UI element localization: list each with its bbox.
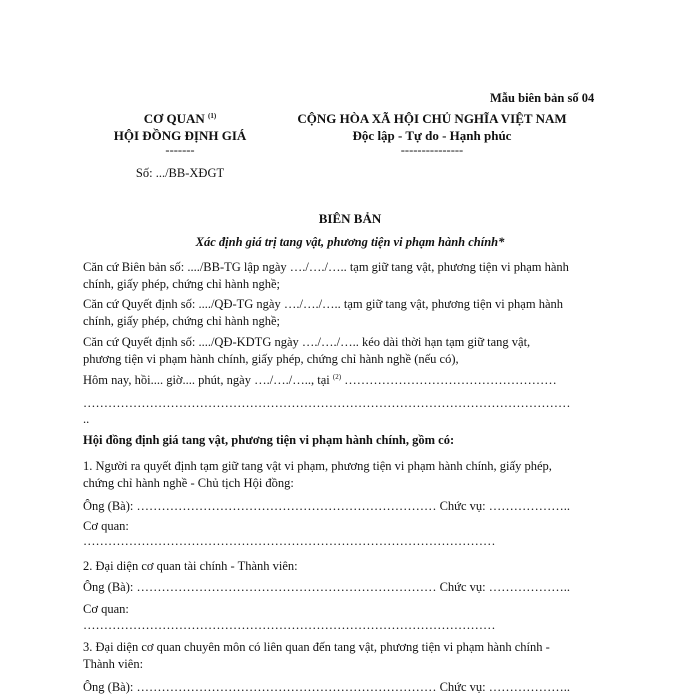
document-title: BIÊN BẢN [318, 211, 382, 226]
document-subtitle: Xác định giá trị tang vật, phương tiện vi phạm hành chính* [195, 235, 505, 249]
form-label: Mẫu biên bản số 04 [490, 91, 595, 105]
member-2-agency-fill: ……………………………………………………………………………………… [83, 618, 496, 632]
basis-paragraph-1: Căn cứ Biên bản số: ..../BB-TG lập ngày …./…./….. tạm giữ tang vật, phương tiện vi phạm hành chính, giấy phép, chứng chỉ hành nghề; [83, 260, 569, 291]
member-2-agency-label: Cơ quan: [83, 602, 129, 616]
today-line-3: .. [83, 412, 90, 426]
council-name: HỘI ĐỒNG ĐỊNH GIÁ [113, 128, 247, 143]
national-motto: Độc lập - Tự do - Hạnh phúc [352, 128, 512, 143]
basis-paragraph-3: Căn cứ Quyết định số: ..../QĐ-KDTG ngày …./…./….. kéo dài thời hạn tạm giữ tang vật, phương tiện vi phạm hành chính, giấy phép, chứng chỉ hành nghề (nếu có), [83, 335, 531, 366]
council-heading: Hội đồng định giá tang vật, phương tiện vi phạm hành chính, gồm có: [83, 433, 455, 447]
basis-paragraph-2: Căn cứ Quyết định số: ..../QĐ-TG ngày …./…./….. tạm giữ tang vật, phương tiện vi phạm hành chính, giấy phép, chứng chỉ hành nghề; [83, 297, 563, 328]
location-footnote-marker: (2) [332, 373, 342, 381]
member-2-name-line: Ông (Bà): ……………………………………………………………… Chức vụ: ……………….. [83, 580, 570, 594]
member-1-name-line: Ông (Bà): ……………………………………………………………… Chức vụ: ……………….. [83, 499, 570, 513]
agency-name: CƠ QUAN $^{(1)}$ [143, 111, 217, 126]
today-line-2: ……………………………………………………………………………………………………… [83, 396, 571, 410]
right-divider: --------------- [400, 143, 464, 157]
member-1-agency-fill: ……………………………………………………………………………………… [83, 534, 496, 548]
agency-footnote-marker: (1) [208, 112, 217, 120]
member-3-name-line: Ông (Bà): ……………………………………………………………… Chức vụ: ……………….. [83, 680, 570, 694]
today-line: Hôm nay, hồi.... giờ.... phút, ngày …./…./….., tại $^{(2)}$ …………………………………………… [83, 373, 557, 387]
left-divider: ------- [165, 143, 195, 157]
member-2-title: 2. Đại diện cơ quan tài chính - Thành viên: [83, 559, 298, 573]
member-1-title: 1. Người ra quyết định tạm giữ tang vật vi phạm, phương tiện vi phạm hành chính, giấy phép, chứng chỉ hành nghề - Chủ tịch Hội đồng: [83, 459, 552, 490]
member-3-title: 3. Đại diện cơ quan chuyên môn có liên quan đến tang vật, phương tiện vi phạm hành chính - Thành viên: [83, 640, 550, 671]
country-name: CỘNG HÒA XÃ HỘI CHỦ NGHĨA VIỆT NAM [297, 111, 567, 126]
document-number: Số: .../BB-XĐGT [135, 166, 225, 180]
member-1-agency-label: Cơ quan: [83, 519, 129, 533]
